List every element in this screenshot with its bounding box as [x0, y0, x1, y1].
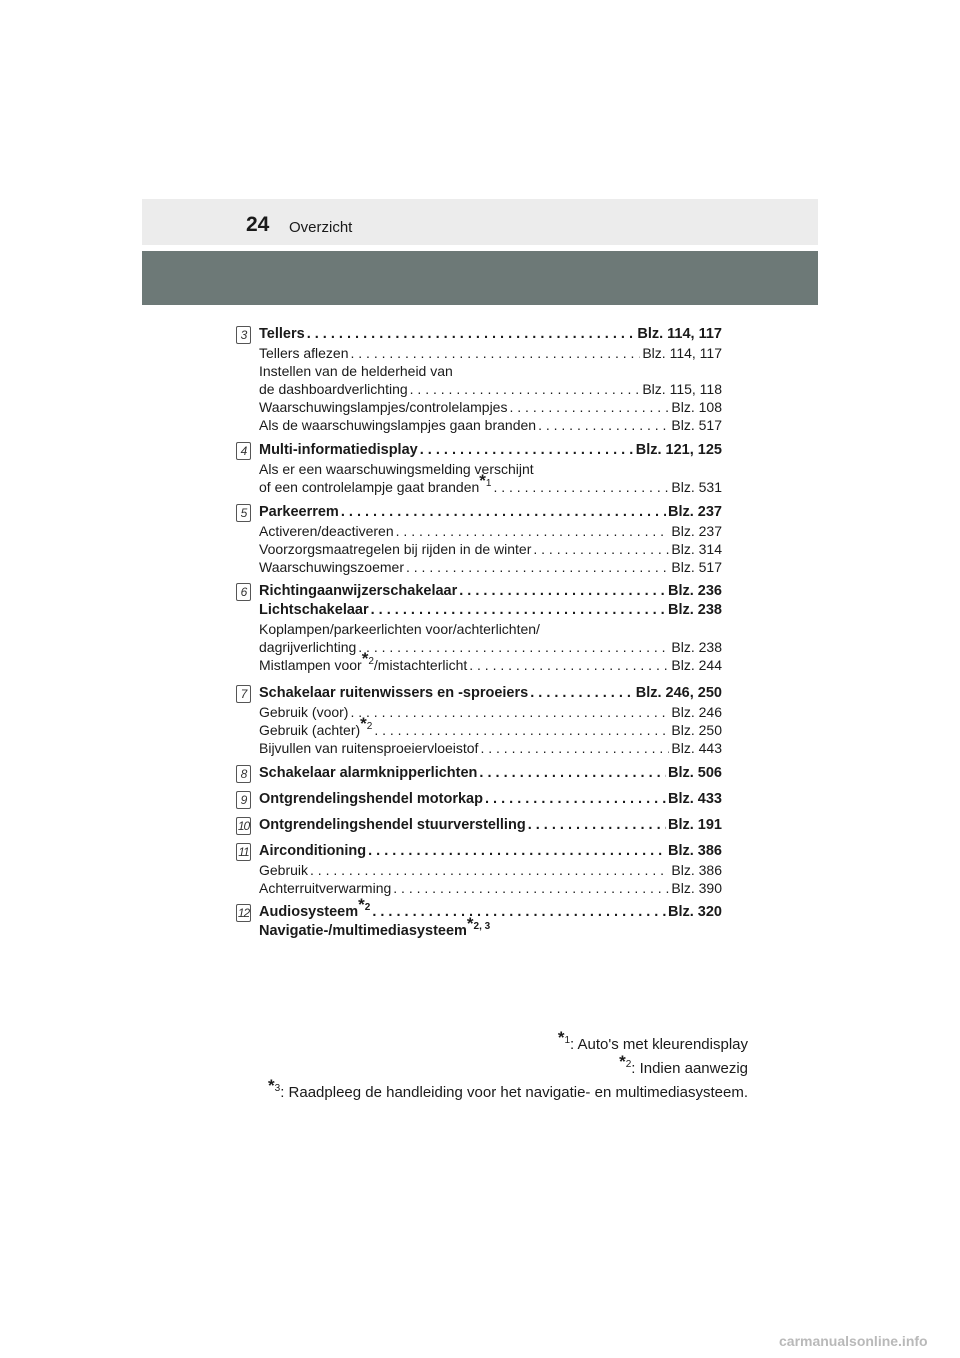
dot-leader: [533, 541, 669, 557]
page-reference: Blz. 320: [668, 904, 722, 920]
toc-subitem[interactable]: [259, 399, 722, 417]
toc-title: Schakelaar ruitenwissers en -sproeiers: [259, 685, 529, 701]
page-reference: Blz. 246: [671, 704, 722, 720]
dot-leader: [372, 904, 666, 920]
page-reference: Blz. 236: [668, 583, 722, 599]
toc-title: Schakelaar alarmknipperlichten: [259, 765, 478, 781]
toc-entry: [222, 504, 722, 577]
dot-leader: [493, 479, 669, 495]
toc-title: Mistlampen voor$^{*2}$/mistachterlicht: [259, 649, 468, 673]
toc-title: dagrijverlichting: [259, 639, 357, 655]
toc-subitem[interactable]: [259, 471, 722, 497]
page-reference: Blz. 386: [671, 862, 722, 878]
toc-title: Als de waarschuwingslampjes gaan branden: [259, 417, 537, 433]
page-reference: Blz. 433: [668, 791, 722, 807]
item-number-badge: 5: [236, 504, 251, 522]
item-number-badge: 6: [236, 583, 251, 601]
footnote: $^{*1}$: Auto's met kleurendisplay: [557, 1028, 748, 1053]
dot-leader: [469, 657, 669, 673]
footnote-marker: *2: [360, 714, 373, 734]
toc-title: Waarschuwingszoemer: [259, 559, 404, 575]
page-reference: Blz. 108: [671, 399, 722, 415]
footnote: $^{*3}$: Raadpleeg de handleiding voor het navigatie- en multimediasysteem.: [268, 1076, 748, 1101]
item-number-badge: 12: [237, 906, 250, 920]
page-reference: Blz. 517: [671, 559, 722, 575]
toc-subitem[interactable]: [259, 714, 722, 740]
toc-title: Lichtschakelaar: [259, 602, 369, 618]
dot-leader: [393, 880, 669, 896]
dot-leader: [485, 791, 666, 807]
dot-leader: [480, 740, 669, 756]
toc-heading[interactable]: [259, 843, 722, 862]
page-reference: Blz. 238: [668, 602, 722, 618]
dot-leader: [410, 381, 641, 397]
dot-leader: [530, 685, 634, 701]
toc-subitem[interactable]: [259, 417, 722, 435]
toc-title: Gebruik: [259, 862, 309, 878]
dot-leader: [351, 345, 641, 361]
toc-title: Tellers aflezen: [259, 345, 349, 361]
toc-title: Als er een waarschuwingsmelding verschijnt: [259, 461, 534, 477]
toc-subitem[interactable]: [259, 621, 722, 639]
dot-leader: [374, 722, 669, 738]
toc-heading[interactable]: [259, 765, 722, 784]
page-reference: Blz. 246, 250: [635, 685, 722, 701]
toc-entry: [222, 765, 722, 784]
toc-heading[interactable]: [259, 817, 722, 836]
dot-leader: [459, 583, 666, 599]
toc-heading[interactable]: [259, 895, 722, 923]
page-reference: Blz. 237: [671, 523, 722, 539]
toc-title: Navigatie-/multimediasysteem$^{*2, 3}$: [259, 914, 491, 939]
dot-leader: [368, 843, 666, 859]
item-number-badge: 7: [236, 685, 251, 703]
footnote-marker: *1: [479, 471, 492, 491]
toc-title: Tellers: [259, 326, 305, 342]
toc-entry: [222, 843, 722, 898]
toc-entry: [222, 442, 722, 497]
toc-title: Instellen van de helderheid van: [259, 363, 453, 379]
item-number-badge: 11: [236, 843, 251, 861]
toc-heading[interactable]: [259, 914, 722, 942]
footnotes: [268, 1028, 748, 1108]
page-number: 24: [246, 213, 270, 236]
dot-leader: [371, 602, 666, 618]
toc-subitem[interactable]: [259, 704, 722, 722]
toc-title: Audiosysteem$^{*2}$: [259, 895, 371, 920]
toc-title: Ontgrendelingshendel stuurverstelling: [259, 817, 526, 833]
dot-leader: [358, 639, 669, 655]
toc-entry: [222, 817, 722, 836]
toc-title: of een controlelampje gaat branden$^{*1}$: [259, 471, 492, 495]
dot-leader: [509, 399, 669, 415]
toc-title: de dashboardverlichting: [259, 381, 408, 397]
page-reference: Blz. 517: [671, 417, 722, 433]
page-reference: Blz. 237: [668, 504, 722, 520]
dot-leader: [420, 442, 634, 458]
dot-leader: [479, 765, 666, 781]
dot-leader: [350, 704, 669, 720]
toc-title: Ontgrendelingshendel motorkap: [259, 791, 483, 807]
toc-subitem[interactable]: [259, 559, 722, 577]
toc-subitem[interactable]: [259, 740, 722, 758]
page-reference: Blz. 238: [671, 639, 722, 655]
toc-subitem[interactable]: [259, 363, 722, 381]
page-reference: Blz. 443: [671, 740, 722, 756]
toc-title: Activeren/deactiveren: [259, 523, 394, 539]
item-number-badge: 8: [236, 765, 251, 783]
section-title: Overzicht: [289, 219, 353, 236]
toc-title: Voorzorgsmaatregelen bij rijden in de winter: [259, 541, 532, 557]
page-reference: Blz. 314: [671, 541, 722, 557]
toc-heading[interactable]: [259, 442, 722, 461]
header-bar: [142, 251, 818, 305]
toc-entry: [222, 326, 722, 435]
page-reference: Blz. 114, 117: [637, 326, 722, 342]
toc-title: Gebruik (voor): [259, 704, 349, 720]
dot-leader: [341, 504, 666, 520]
header-band: [142, 199, 818, 245]
dot-leader: [406, 559, 669, 575]
toc-title: Bijvullen van ruitensproeiervloeistof: [259, 740, 479, 756]
page-reference: Blz. 114, 117: [642, 345, 722, 361]
toc-subitem[interactable]: [259, 523, 722, 541]
page-reference: Blz. 244: [671, 657, 722, 673]
page-reference: Blz. 121, 125: [635, 442, 722, 458]
toc-entry: [222, 895, 722, 942]
toc-subitem[interactable]: [259, 649, 722, 675]
dot-leader: [307, 326, 636, 342]
toc-title: Multi-informatiedisplay: [259, 442, 418, 458]
page-reference: Blz. 115, 118: [642, 381, 722, 397]
toc-subitem[interactable]: [259, 461, 722, 479]
toc-subitem[interactable]: [259, 862, 722, 880]
toc-entry: [222, 685, 722, 758]
footnote-marker: *2: [358, 895, 371, 915]
dot-leader: [396, 523, 670, 539]
toc-title: Gebruik (achter)$^{*2}$: [259, 714, 373, 738]
toc-title: Koplampen/parkeerlichten voor/achterlichten/: [259, 621, 540, 637]
item-number-badge: 10: [237, 819, 250, 833]
dot-leader: [528, 817, 666, 833]
toc-subitem[interactable]: [259, 639, 722, 657]
page-reference: Blz. 506: [668, 765, 722, 781]
watermark: carmanualsonline.info: [779, 1333, 928, 1349]
toc-title: Parkeerrem: [259, 504, 339, 520]
toc-title: Airconditioning: [259, 843, 367, 859]
page-reference: Blz. 250: [671, 722, 722, 738]
toc-heading[interactable]: [259, 326, 722, 345]
page-reference: Blz. 531: [671, 479, 722, 495]
footnote-marker: *2, 3: [466, 914, 491, 934]
footnote: $^{*2}$: Indien aanwezig: [619, 1052, 748, 1077]
page-reference: Blz. 386: [668, 843, 722, 859]
dot-leader: [538, 417, 669, 433]
page-reference: Blz. 191: [668, 817, 722, 833]
toc-subitem[interactable]: [259, 381, 722, 399]
item-number-badge: 9: [236, 791, 251, 809]
toc-heading[interactable]: [259, 583, 722, 602]
toc-heading[interactable]: [259, 602, 722, 621]
toc-title: Richtingaanwijzerschakelaar: [259, 583, 458, 599]
toc-subitem[interactable]: [259, 541, 722, 559]
toc-subitem[interactable]: [259, 345, 722, 363]
page-reference: Blz. 390: [671, 880, 722, 896]
dot-leader: [310, 862, 669, 878]
toc-heading[interactable]: [259, 685, 722, 704]
item-number-badge: 4: [236, 442, 251, 460]
toc-heading[interactable]: [259, 791, 722, 810]
footnote-marker: *2: [361, 649, 374, 669]
toc-entry: [222, 583, 722, 675]
toc-title: Achterruitverwarming: [259, 880, 392, 896]
toc-title: Waarschuwingslampjes/controlelampjes: [259, 399, 508, 415]
item-number-badge: 3: [236, 326, 251, 344]
toc-subitem[interactable]: [259, 880, 722, 898]
toc-heading[interactable]: [259, 504, 722, 523]
toc-entry: [222, 791, 722, 810]
